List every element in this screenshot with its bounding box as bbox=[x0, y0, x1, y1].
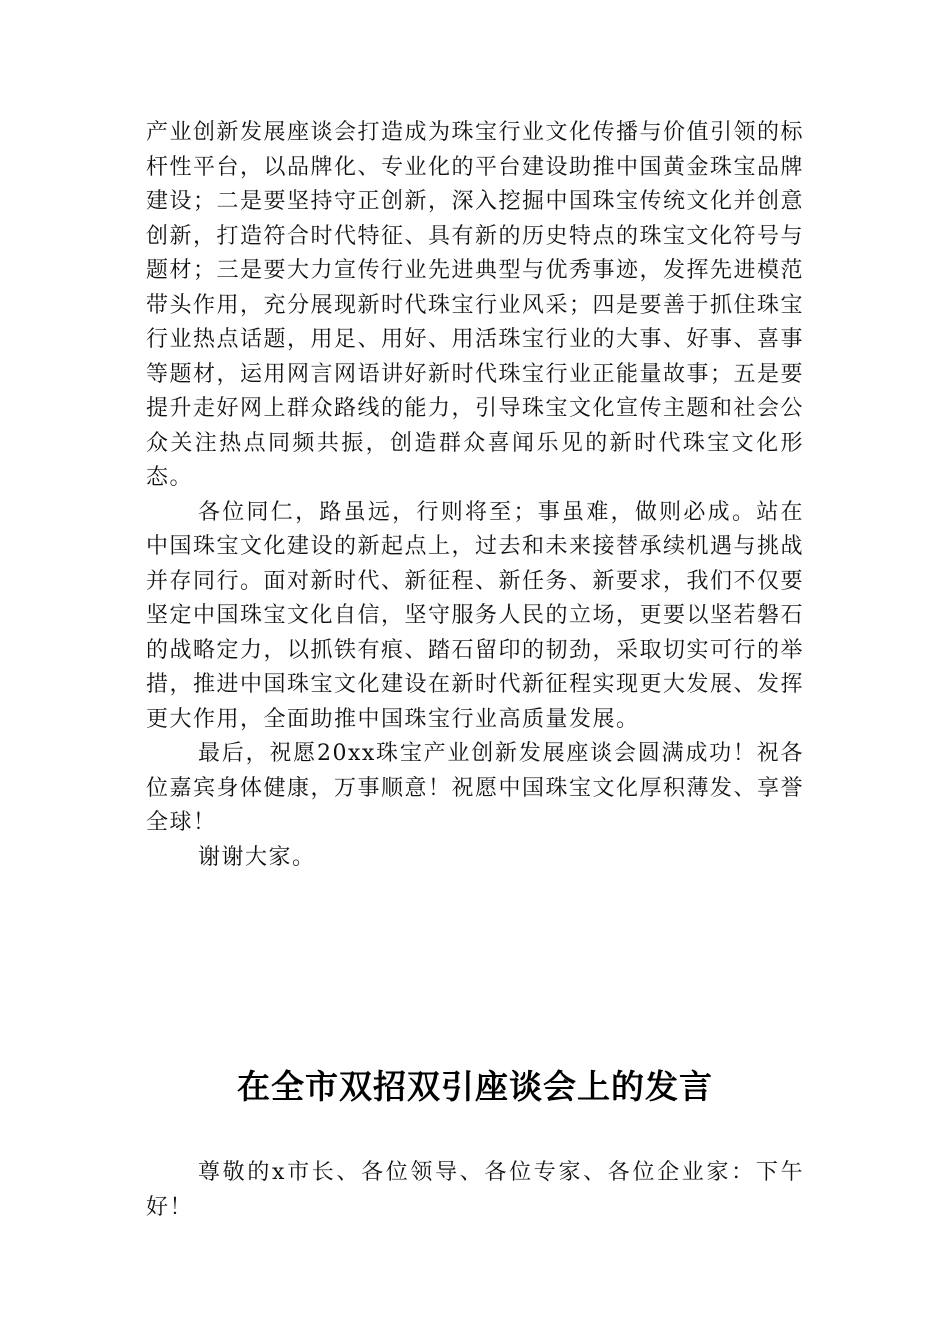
body-paragraph: 各位同仁，路虽远，行则将至；事虽难，做则必成。站在中国珠宝文化建设的新起点上，过去和未来接替承续机遇与挑战并存同行。面对新时代、新征程、新任务、新要求，我们不仅要坚定中国珠宝文化自信，坚守服务人民的立场，更要以坚若磐石的战略定力，以抓铁有痕、踏石留印的韧劲，采取切实可行的举措，推进中国珠宝文化建设在新时代新征程实现更大发展、发挥更大作用，全面助推中国珠宝行业高质量发展。 bbox=[146, 499, 805, 732]
previous-speech-body bbox=[146, 116, 804, 875]
body-paragraph: 谢谢大家。 bbox=[198, 844, 316, 870]
salutation-paragraph: 尊敬的x市长、各位领导、各位专家、各位企业家：下午好！ bbox=[146, 1160, 804, 1220]
speech-title: 在全市双招双引座谈会上的发言 bbox=[237, 1067, 713, 1106]
body-paragraph: 最后，祝愿20xx珠宝产业创新发展座谈会圆满成功！祝各位嘉宾身体健康，万事顺意！祝愿中国珠宝文化厚积薄发、享誉全球！ bbox=[146, 741, 805, 835]
new-speech-body bbox=[146, 1156, 804, 1225]
body-paragraph: 产业创新发展座谈会打造成为珠宝行业文化传播与价值引领的标杆性平台，以品牌化、专业化的平台建设助推中国黄金珠宝品牌建设；二是要坚持守正创新，深入挖掘中国珠宝传统文化并创意创新，打造符合时代特征、具有新的历史特点的珠宝文化符号与题材；三是要大力宣传行业先进典型与优秀事迹，发挥先进模范带头作用，充分展现新时代珠宝行业风采；四是要善于抓住珠宝行业热点话题，用足、用好、用活珠宝行业的大事、好事、喜事等题材，运用网言网语讲好新时代珠宝行业正能量故事；五是要提升走好网上群众路线的能力，引导珠宝文化宣传主题和社会公众关注热点同频共振，创造群众喜闻乐见的新时代珠宝文化形态。 bbox=[146, 120, 805, 490]
